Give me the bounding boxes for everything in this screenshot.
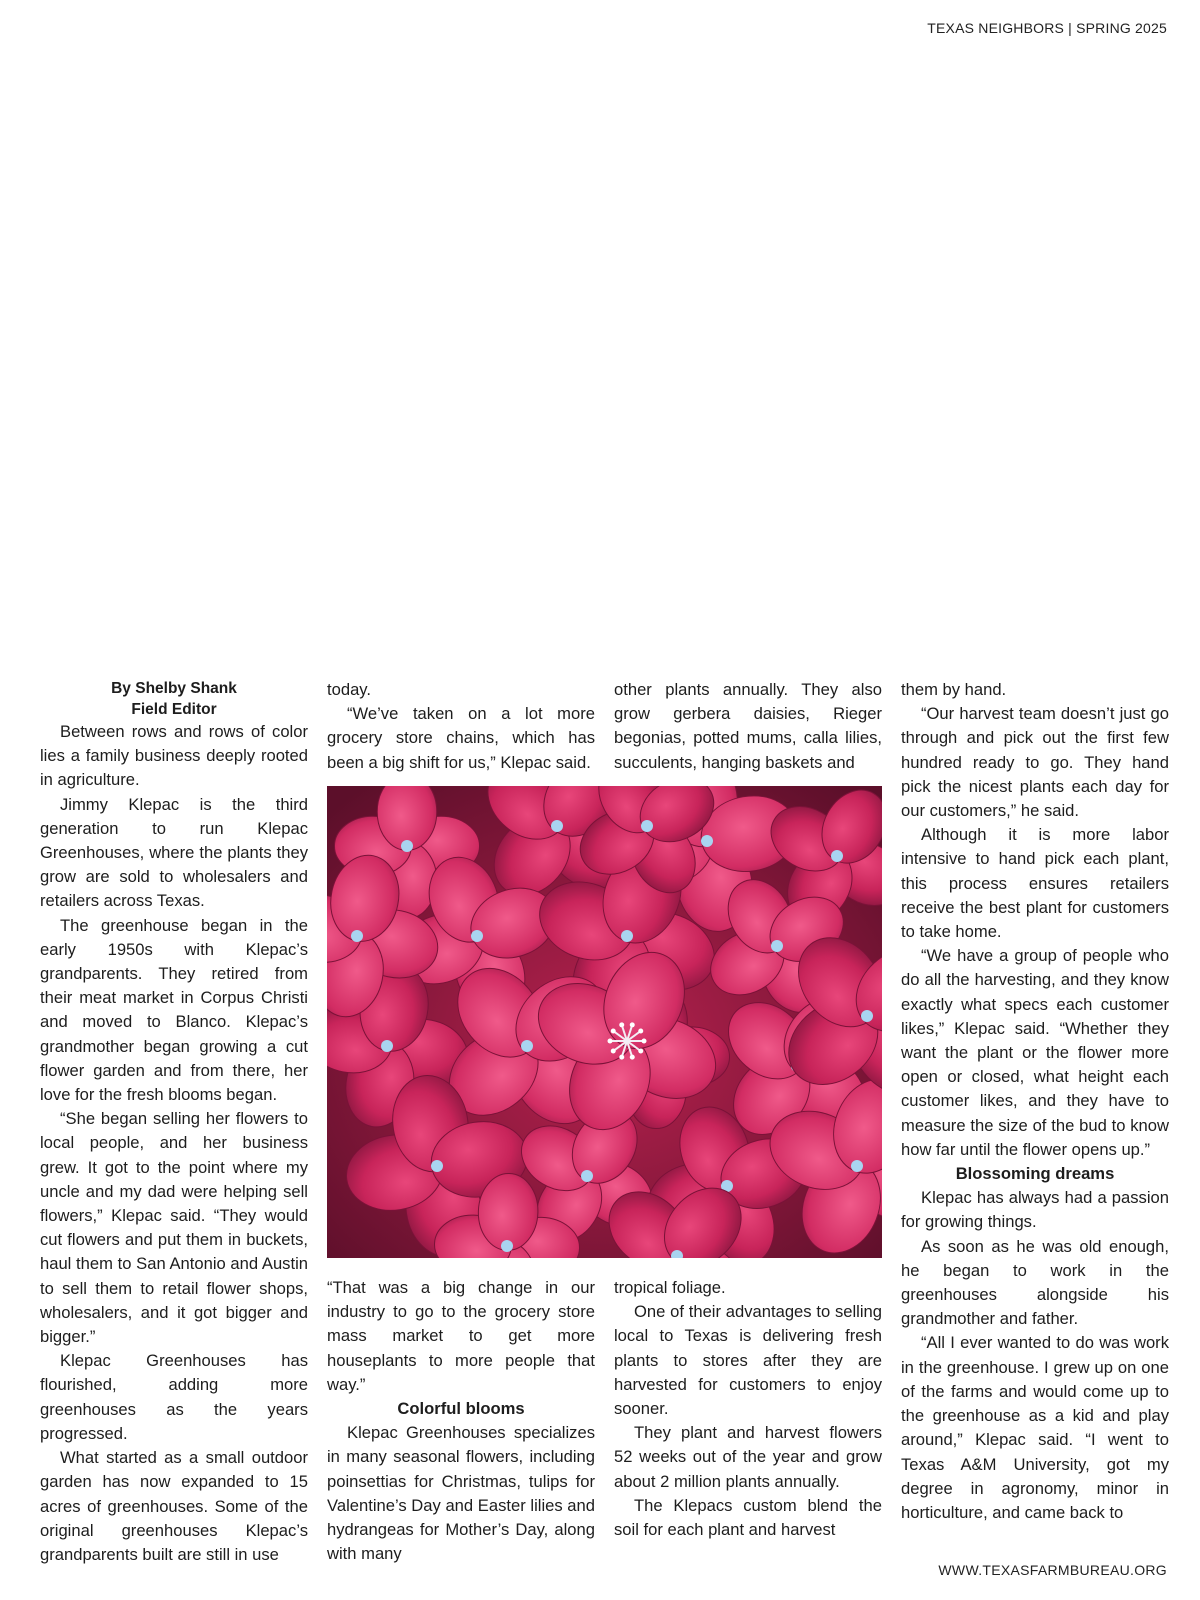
- paragraph: Jimmy Klepac is the third generation to run Klepac Greenhouses, where the plants they grow are sold to wholesalers and retailers across Texas.: [40, 794, 308, 911]
- floret-center: [501, 1240, 513, 1252]
- article-column-3-bottom: [614, 1276, 882, 1542]
- paragraph: today.: [327, 680, 371, 699]
- floret-center: [831, 850, 843, 862]
- paragraph: them by hand.: [901, 680, 1007, 699]
- hydrangea-photo: [327, 786, 882, 1258]
- paragraph: One of their advantages to selling local to Texas is delivering fresh plants to stores after they are harvested for customers to enjoy sooner.: [614, 1302, 882, 1419]
- article-column-3-top: [614, 678, 882, 775]
- article-column-2-top: [327, 678, 595, 775]
- subhead-colorful-blooms: Colorful blooms: [397, 1399, 525, 1419]
- floret-center: [581, 1170, 593, 1182]
- floret-center: [351, 930, 363, 942]
- paragraph: They plant and harvest flowers 52 weeks out of the year and grow about 2 million plants annually.: [614, 1423, 882, 1491]
- stamen-tip: [630, 1055, 635, 1060]
- stamen-tip: [611, 1048, 616, 1053]
- paragraph: other plants annually. They also grow gerbera daisies, Rieger begonias, potted mums, calla lilies, succulents, hanging baskets and: [614, 680, 882, 772]
- floret-center: [551, 820, 563, 832]
- floret-center: [621, 930, 633, 942]
- floret-center: [851, 1160, 863, 1172]
- stamen-tip: [638, 1048, 643, 1053]
- stamen-tip: [619, 1055, 624, 1060]
- paragraph: What started as a small outdoor garden has now expanded to 15 acres of greenhouses. Some of the original greenhouses Klepac’s grandparents built are still in use: [40, 1448, 308, 1564]
- stamen-tip: [642, 1039, 647, 1044]
- paragraph: Although it is more labor intensive to hand pick each plant, this process ensures retailers receive the best plant for customers to take home.: [901, 825, 1169, 942]
- article-column-2-bottom: [327, 1276, 595, 1566]
- floret-center: [381, 1040, 393, 1052]
- paragraph: As soon as he was old enough, he began to work in the greenhouses alongside his grandmother and father.: [901, 1236, 1169, 1329]
- paragraph: Klepac has always had a passion for growing things.: [901, 1188, 1169, 1232]
- stamen-tip: [611, 1029, 616, 1034]
- stamen-tip: [630, 1022, 635, 1027]
- stamen-tip: [608, 1039, 613, 1044]
- floret-center: [641, 820, 653, 832]
- article-column-4: [901, 678, 1169, 1525]
- floret-center: [471, 930, 483, 942]
- stamen-tip: [638, 1029, 643, 1034]
- page-footer-url: WWW.TEXASFARMBUREAU.ORG: [938, 1562, 1167, 1578]
- stamen-tip: [619, 1022, 624, 1027]
- page-header: TEXAS NEIGHBORS | SPRING 2025: [927, 20, 1167, 36]
- subhead-blossoming-dreams: Blossoming dreams: [955, 1164, 1115, 1184]
- paragraph: “She began selling her flowers to local people, and her business grew. It got to the point where my uncle and my dad were helping sell flowers,” Klepac said. “They would cut flowers and put them in buckets, haul them to San Antonio and Austin to sell them to retail flower shops, wholesalers, and it got bigger and bigger.”: [40, 1109, 308, 1347]
- paragraph: Klepac Greenhouses specializes in many seasonal flowers, including poinsettias for Christmas, tulips for Valentine’s Day and Easter lilies and hydrangeas for Mother’s Day, along with many: [327, 1423, 595, 1564]
- floret-center: [431, 1160, 443, 1172]
- paragraph: The Klepacs custom blend the soil for each plant and harvest: [614, 1495, 882, 1540]
- paragraph: tropical foliage.: [614, 1278, 726, 1297]
- paragraph: Klepac Greenhouses has flourished, adding more greenhouses as the years progressed.: [40, 1351, 308, 1443]
- floret-center: [521, 1040, 533, 1052]
- paragraph: “That was a big change in our industry to go to the grocery store mass market to get more houseplants to more people that way.”: [327, 1278, 595, 1394]
- paragraph: “Our harvest team doesn’t just go through and pick out the first few hundred ready to go. They hand pick the nicest plants each day for our customers,” he said.: [901, 704, 1169, 821]
- paragraph: “We have a group of people who do all the harvesting, and they know exactly what specs each customer likes,” Klepac said. “Whether they want the plant or the flower more open or closed, what height each customer likes, and they have to measure the size of the bud to know how far until the flower opens up.”: [901, 946, 1169, 1159]
- article-column-1: [40, 678, 308, 1567]
- paragraph: The greenhouse began in the early 1950s with Klepac’s grandparents. They retired from their meat market in Corpus Christi and moved to Blanco. Klepac’s grandmother began growing a cut flower garden and from there, her love for the fresh blooms began.: [40, 915, 308, 1105]
- byline-role: Field Editor: [131, 701, 217, 718]
- floret-center: [771, 940, 783, 952]
- floret-center: [861, 1010, 873, 1022]
- floret-center: [701, 835, 713, 847]
- paragraph: “We’ve taken on a lot more grocery store chains, which has been a big shift for us,” Klepac said.: [327, 704, 595, 772]
- paragraph: Between rows and rows of color lies a family business deeply rooted in agriculture.: [40, 722, 308, 790]
- byline-author: By Shelby Shank: [111, 680, 237, 697]
- paragraph: “All I ever wanted to do was work in the greenhouse. I grew up on one of the farms and would come up to the greenhouse as a kid and play around,” Klepac said. “I went to Texas A&M University, got my degree in agronomy, minor in horticulture, and came back to: [901, 1333, 1169, 1522]
- floret-center: [401, 840, 413, 852]
- hydrangea-illustration: [327, 786, 882, 1258]
